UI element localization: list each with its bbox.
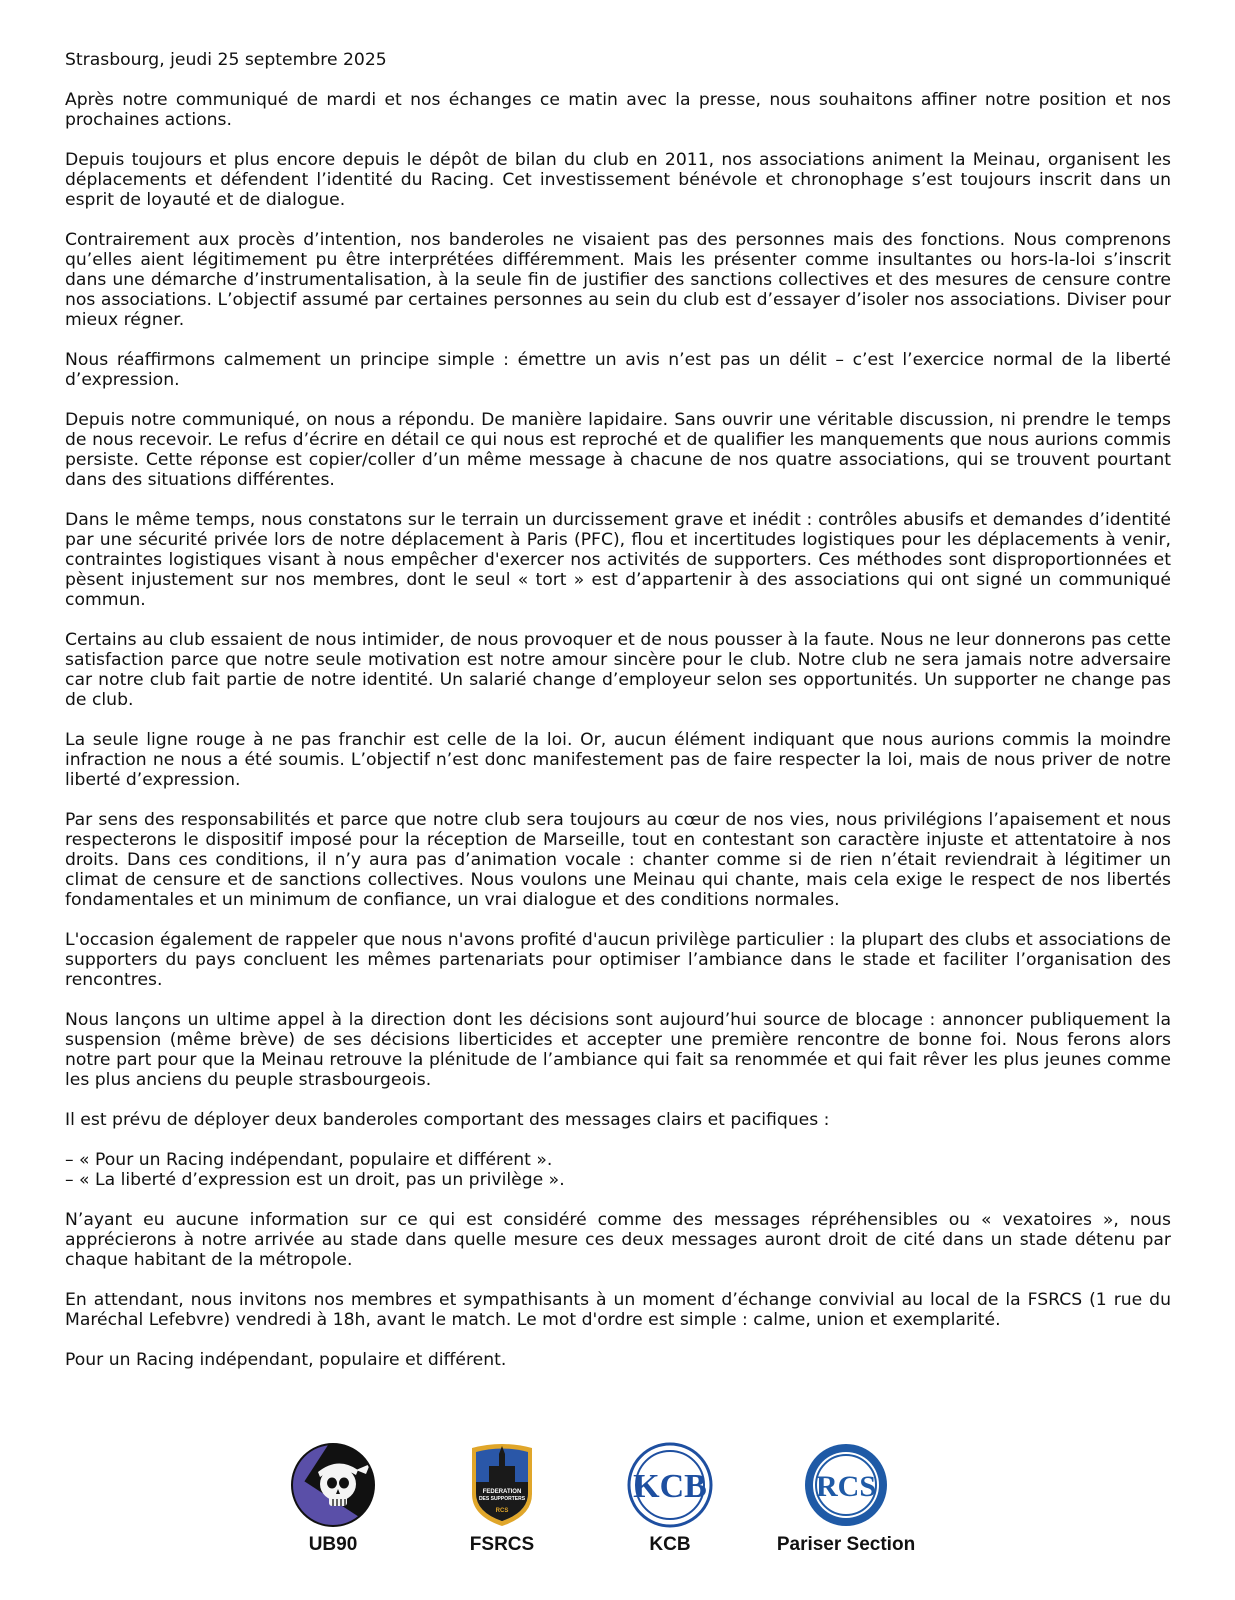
- paragraph-14: En attendant, nous invitons nos membres et sympathisants à un moment d’échange convivial au local de la FSRCS (1 rue du Maréchal Lefebvre) vendredi à 18h, avant le match. Le mot d'ordre est simple : calme, union et exemplarité.: [65, 1290, 1171, 1330]
- banner-list: [65, 1150, 1171, 1190]
- paragraph-11: Nous lançons un ultime appel à la direction dont les décisions sont aujourd’hui source de blocage : annoncer publiquement la suspension (même brève) de ses décisions liberticides et accepter une première rencontre de bonne foi. Nous ferons alors notre part pour que la Meinau retrouve la plénitude de l’ambiance qui fait sa renommée et qui fait rêver les plus jeunes comme les plus anciens du peuple strasbourgeois.: [65, 1010, 1171, 1090]
- paragraph-9: Par sens des responsabilités et parce que notre club sera toujours au cœur de nos vies, nous privilégions l’apaisement et nous respecterons le dispositif imposé pour la réception de Marseille, tout en contestant son caractère injuste et attentatoire à nos droits. Dans ces conditions, il n’y aura pas d’animation vocale : chanter comme si de rien n’était reviendrait à légitimer un climat de censure et de sanctions collectives. Nous voulons une Meinau qui chante, mais cela exige le respect de nos libertés fondamentales et un minimum de confiance, un vrai dialogue et des conditions normales.: [65, 810, 1171, 910]
- paragraph-8: La seule ligne rouge à ne pas franchir est celle de la loi. Or, aucun élément indiquant que nous aurions commis la moindre infraction ne nous a été soumis. L’objectif n’est donc manifestement pas de faire respecter la loi, mais de nous priver de notre liberté d’expression.: [65, 730, 1171, 790]
- date-line: Strasbourg, jeudi 25 septembre 2025: [65, 50, 387, 70]
- closing-line: Pour un Racing indépendant, populaire et différent.: [65, 1350, 507, 1370]
- paragraph-6: Dans le même temps, nous constatons sur le terrain un durcissement grave et inédit : contrôles abusifs et demandes d’identité par une sécurité privée lors de notre déplacement à Paris (PFC), flou et incertitudes logistiques pour les déplacements à venir, contraintes logistiques visant à nous empêcher d'exercer nos activités de supporters. Ces méthodes sont disproportionnées et pèsent injustement sur nos membres, dont le seul « tort » est d’appartenir à des associations qui ont signé un communiqué commun.: [65, 510, 1171, 610]
- fsrcs-logo-text: DES SUPPORTERS: [478, 1496, 526, 1502]
- rcs-circle-logo-icon: [803, 1442, 889, 1528]
- signatory-label: KCB: [649, 1534, 691, 1555]
- paragraph-3: Contrairement aux procès d’intention, nos banderoles ne visaient pas des personnes mais des fonctions. Nous comprenons qu’elles aient légitimement pu être interprétées différemment. Mais les présenter comme insultantes ou hors-la-loi s’inscrit dans une démarche d’instrumentalisation, à la seule fin de justifier des sanctions collectives et des mesures de censure contre nos associations. L’objectif assumé par certaines personnes au sein du club est d’essayer d’isoler nos associations. Diviser pour mieux régner.: [65, 230, 1171, 330]
- signatory-kcb: [585, 1442, 755, 1556]
- paragraph-7: Certains au club essaient de nous intimider, de nous provoquer et de nous pousser à la faute. Nous ne leur donnerons pas cette satisfaction parce que notre seule motivation est notre amour sincère pour le club. Notre club ne sera jamais notre adversaire car notre club fait partie de notre identité. Un salarié change d’employeur selon ses opportunités. Un supporter ne change pas de club.: [65, 630, 1171, 710]
- fsrcs-logo-text: RCS: [495, 1508, 509, 1514]
- banner-item: – « La liberté d’expression est un droit, pas un privilège ».: [65, 1170, 565, 1190]
- signatories-logos: [0, 1442, 1235, 1582]
- ub90-skull-logo-icon: [290, 1442, 376, 1528]
- paragraph-12: Il est prévu de déployer deux banderoles comportant des messages clairs et pacifiques :: [65, 1110, 830, 1130]
- paragraph-1: Après notre communiqué de mardi et nos échanges ce matin avec la presse, nous souhaitons affiner notre position et nos prochaines actions.: [65, 90, 1171, 130]
- banner-item: – « Pour un Racing indépendant, populaire et différent ».: [65, 1150, 553, 1170]
- signatory-label: Pariser Section: [776, 1534, 916, 1555]
- paragraph-5: Depuis notre communiqué, on nous a répondu. De manière lapidaire. Sans ouvrir une véritable discussion, ni prendre le temps de nous recevoir. Le refus d’écrire en détail ce qui nous est reproché et de qualifier les manquements que nous aurions commis persiste. Cette réponse est copier/coller d’un même message à chacune de nos quatre associations, qui se trouvent pourtant dans des situations différentes.: [65, 410, 1171, 490]
- fsrcs-shield-logo-icon: [459, 1442, 545, 1528]
- paragraph-10: L'occasion également de rappeler que nous n'avons profité d'aucun privilège particulier : la plupart des clubs et associations de supporters du pays concluent les mêmes partenariats pour optimiser l’ambiance dans le stade et faciliter l’organisation des rencontres.: [65, 930, 1171, 990]
- signatory-ub90: [248, 1442, 418, 1556]
- signatory-pariser-section: [761, 1442, 931, 1556]
- kcb-circle-logo-icon: [627, 1442, 713, 1528]
- rcs-logo-text: RCS: [815, 1470, 877, 1503]
- fsrcs-logo-text: FEDERATION: [482, 1489, 522, 1495]
- signatory-label: UB90: [308, 1534, 358, 1555]
- letter-body: [65, 50, 1171, 1370]
- paragraph-4: Nous réaffirmons calmement un principe simple : émettre un avis n’est pas un délit – c’est l’exercice normal de la liberté d’expression.: [65, 350, 1171, 390]
- signatory-fsrcs: [417, 1442, 587, 1556]
- signatory-label: FSRCS: [469, 1534, 535, 1555]
- paragraph-13: N’ayant eu aucune information sur ce qui est considéré comme des messages répréhensibles ou « vexatoires », nous apprécierons à notre arrivée au stade dans quelle mesure ces deux messages auront droit de cité dans un stade détenu par chaque habitant de la métropole.: [65, 1210, 1171, 1270]
- kcb-logo-text: KCB: [633, 1468, 707, 1505]
- paragraph-2: Depuis toujours et plus encore depuis le dépôt de bilan du club en 2011, nos associations animent la Meinau, organisent les déplacements et défendent l’identité du Racing. Cet investissement bénévole et chronophage s’est toujours inscrit dans un esprit de loyauté et de dialogue.: [65, 150, 1171, 210]
